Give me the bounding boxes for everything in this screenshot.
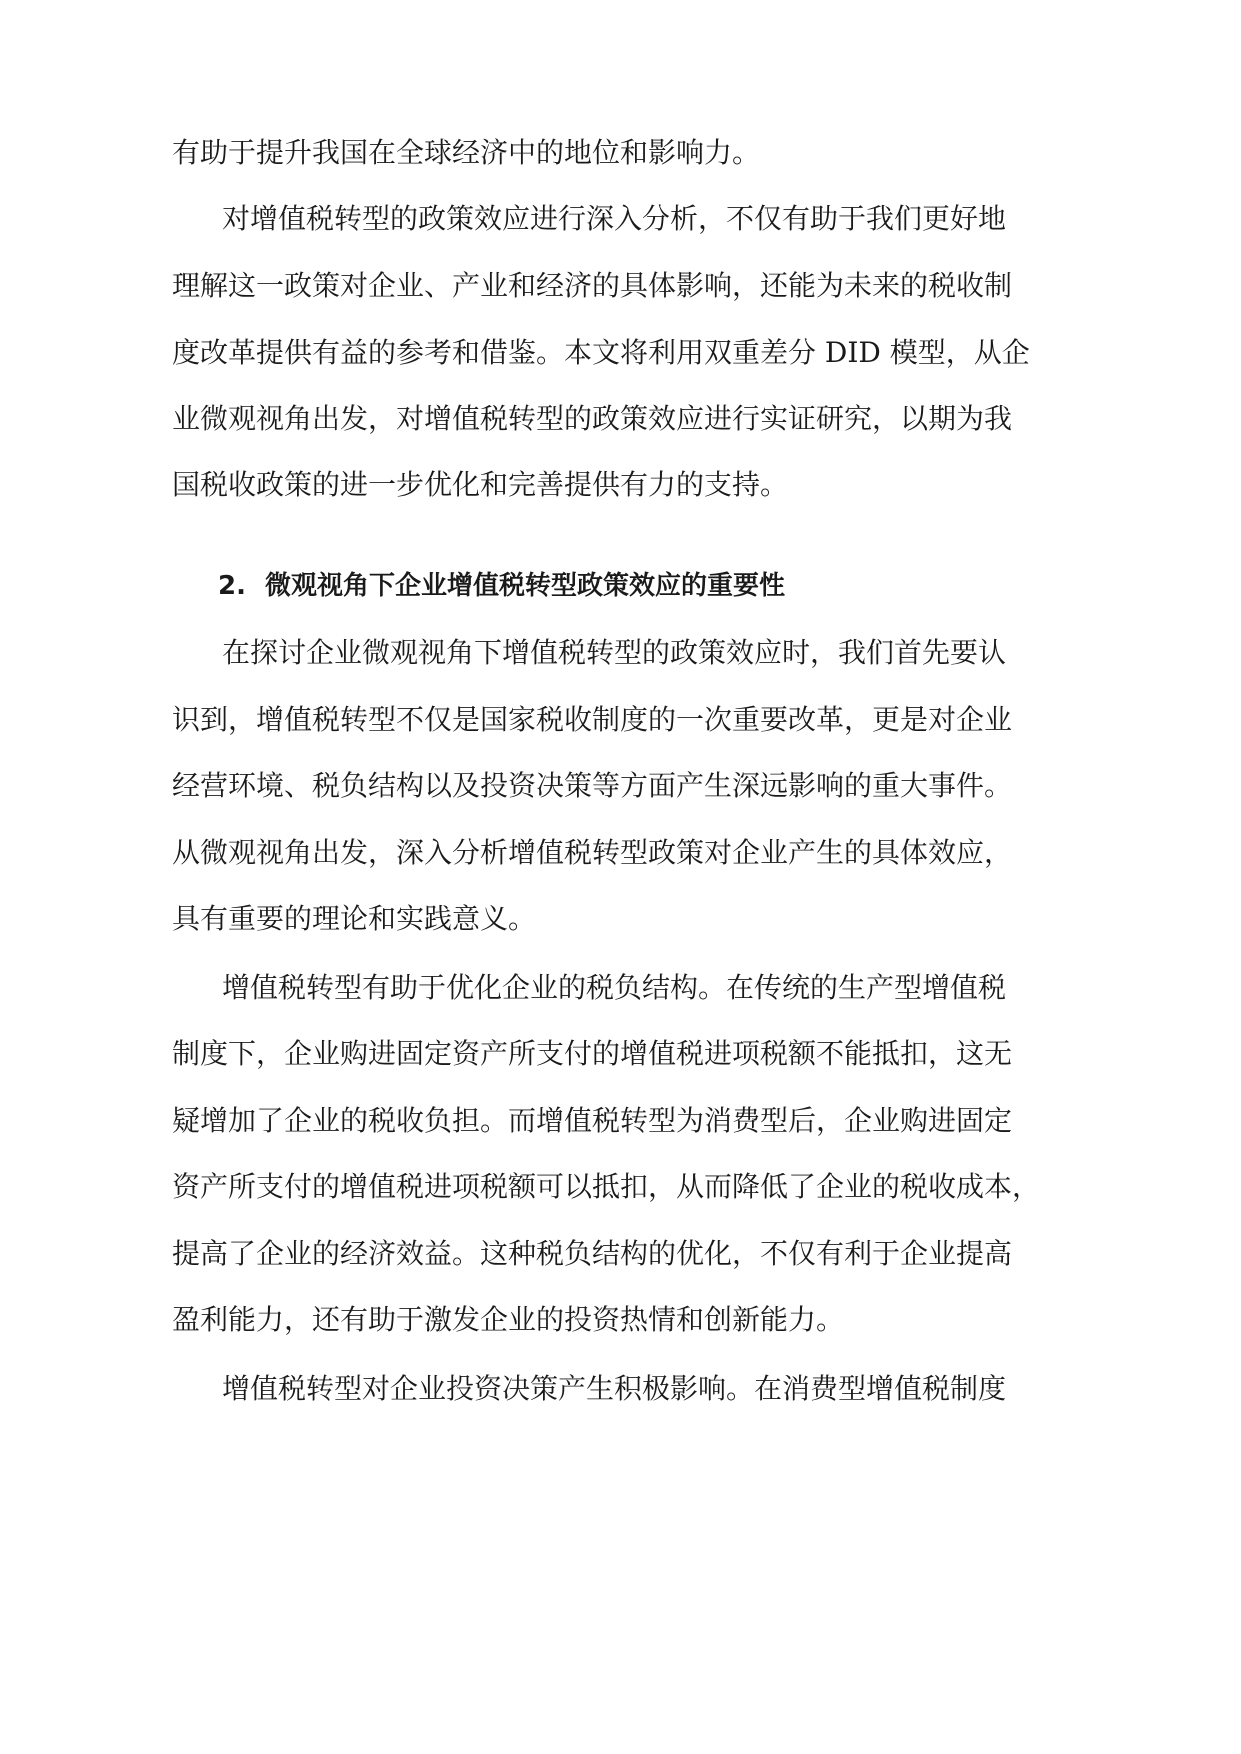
paragraph-line: 国税收政策的进一步优化和完善提供有力的支持。 xyxy=(172,468,789,501)
paragraph-line: 增值税转型有助于优化企业的税负结构。在传统的生产型增值税 xyxy=(222,971,1007,1004)
section-heading xyxy=(0,566,1241,606)
section-title: 微观视角下企业增值税转型政策效应的重要性 xyxy=(265,571,786,601)
paragraph-line: 具有重要的理论和实践意义。 xyxy=(172,902,537,935)
paragraph-line: 有助于提升我国在全球经济中的地位和影响力。 xyxy=(172,136,761,169)
section-number: 2. xyxy=(218,571,246,601)
paragraph-line: 经营环境、税负结构以及投资决策等方面产生深远影响的重大事件。 xyxy=(172,769,1013,802)
paragraph-line: 疑增加了企业的税收负担。而增值税转型为消费型后，企业购进固定 xyxy=(172,1104,1013,1137)
paragraph-line: 盈利能力，还有助于激发企业的投资热情和创新能力。 xyxy=(172,1303,845,1336)
paragraph-line: 增值税转型对企业投资决策产生积极影响。在消费型增值税制度 xyxy=(222,1372,1007,1405)
paragraph-line: 从微观视角出发，深入分析增值税转型政策对企业产生的具体效应， xyxy=(172,836,1013,869)
paragraph-line: 业微观视角出发，对增值税转型的政策效应进行实证研究，以期为我 xyxy=(172,402,1013,435)
paragraph-line: 制度下，企业购进固定资产所支付的增值税进项税额不能抵扣，这无 xyxy=(172,1037,1013,1070)
paragraph-line: 识到，增值税转型不仅是国家税收制度的一次重要改革，更是对企业 xyxy=(172,703,1013,736)
paragraph-line: 提高了企业的经济效益。这种税负结构的优化，不仅有利于企业提高 xyxy=(172,1237,1013,1270)
paragraph-line: 资产所支付的增值税进项税额可以抵扣，从而降低了企业的税收成本， xyxy=(172,1170,1041,1203)
paragraph-line: 对增值税转型的政策效应进行深入分析，不仅有助于我们更好地 xyxy=(222,202,1007,235)
paragraph-line: 理解这一政策对企业、产业和经济的具体影响，还能为未来的税收制 xyxy=(172,269,1013,302)
paragraph-line: 度改革提供有益的参考和借鉴。本文将利用双重差分 DID 模型，从企 xyxy=(172,336,1030,369)
paragraph-line: 在探讨企业微观视角下增值税转型的政策效应时，我们首先要认 xyxy=(222,636,1007,669)
